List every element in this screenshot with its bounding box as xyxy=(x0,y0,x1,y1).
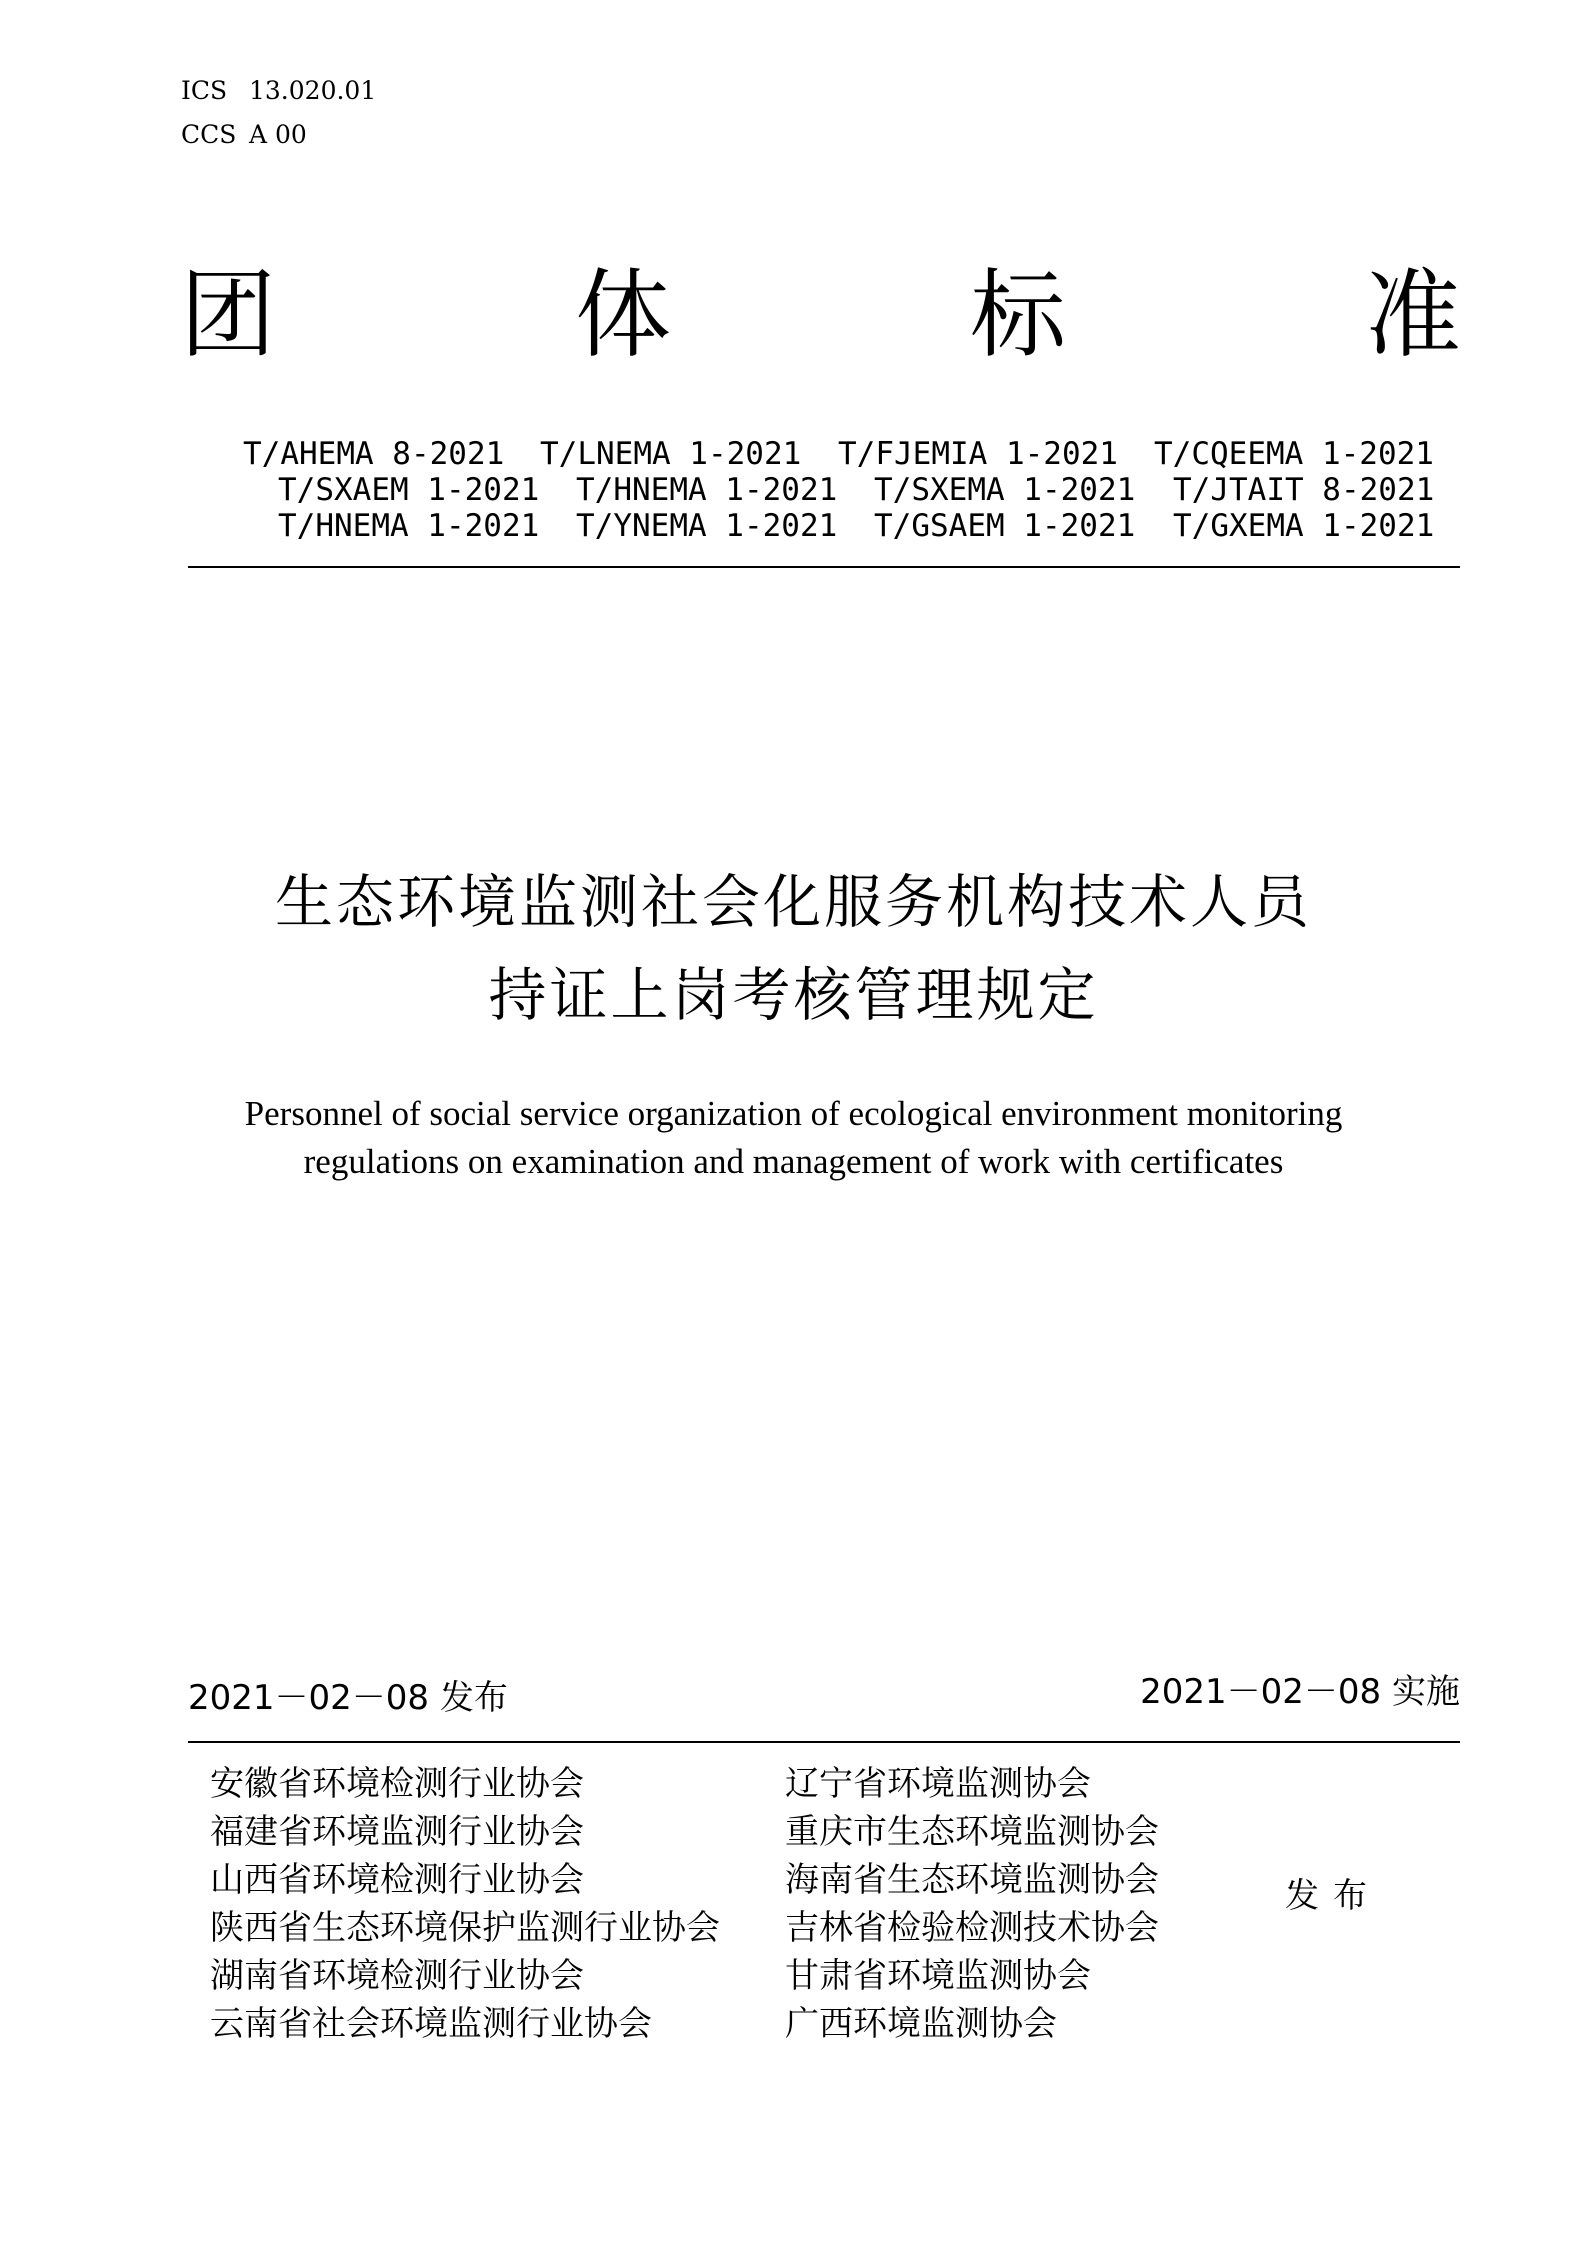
standard-code: T/FJEMIA 1-2021 xyxy=(838,436,1118,472)
implement-date: 2021－02－08 实施 xyxy=(1140,1672,1460,1712)
publisher-org: 安徽省环境检测行业协会 xyxy=(210,1764,584,1804)
standard-code: T/HNEMA 1-2021 xyxy=(576,472,838,508)
standard-codes-row xyxy=(188,436,1434,472)
publisher-org: 辽宁省环境监测协会 xyxy=(785,1764,1091,1804)
publisher-org: 吉林省检验检测技术协会 xyxy=(785,1908,1159,1948)
publisher-org: 重庆市生态环境监测协会 xyxy=(785,1812,1159,1852)
standard-code: T/HNEMA 1-2021 xyxy=(278,508,540,544)
ccs-value: A 00 xyxy=(249,120,307,149)
standard-type-char: 标 xyxy=(970,259,1066,371)
publisher-org: 甘肃省环境监测协会 xyxy=(785,1956,1091,1996)
standard-code: T/SXAEM 1-2021 xyxy=(278,472,540,508)
publisher-org: 陕西省生态环境保护监测行业协会 xyxy=(210,1908,720,1948)
publisher-org: 湖南省环境检测行业协会 xyxy=(210,1956,584,1996)
publisher-org: 广西环境监测协会 xyxy=(785,2004,1057,2044)
title-en-line1: Personnel of social service organization of ecological environment monitoring xyxy=(244,1094,1343,1133)
ics-value: 13.020.01 xyxy=(249,76,377,105)
publishers-left-column xyxy=(210,1760,720,2048)
standard-code: T/CQEEMA 1-2021 xyxy=(1154,436,1434,472)
standard-code: T/SXEMA 1-2021 xyxy=(874,472,1136,508)
standard-code: T/YNEMA 1-2021 xyxy=(576,508,838,544)
standard-code: T/LNEMA 1-2021 xyxy=(540,436,802,472)
standard-type-char: 准 xyxy=(1365,259,1461,371)
publisher-org: 福建省环境监测行业协会 xyxy=(210,1812,584,1852)
title-cn-line1: 生态环境监测社会化服务机构技术人员 xyxy=(274,868,1312,936)
ccs-classification xyxy=(181,120,307,150)
standard-codes-row xyxy=(188,472,1435,508)
title-en-line2: regulations on examination and management of work with certificates xyxy=(303,1142,1284,1181)
standard-code: T/GSAEM 1-2021 xyxy=(874,508,1136,544)
standard-codes-row xyxy=(188,508,1435,544)
ics-classification xyxy=(181,76,376,106)
standard-type-title xyxy=(180,260,1460,370)
standard-code: T/AHEMA 8-2021 xyxy=(243,436,505,472)
standard-code: T/JTAIT 8-2021 xyxy=(1173,472,1435,508)
publish-label: 发布 xyxy=(1285,1876,1381,1916)
standard-type-char: 体 xyxy=(575,259,671,371)
ccs-label: CCS xyxy=(181,120,237,149)
standard-type-char: 团 xyxy=(180,259,276,371)
standard-code: T/GXEMA 1-2021 xyxy=(1173,508,1435,544)
title-cn-line2: 持证上岗考核管理规定 xyxy=(488,961,1099,1029)
publisher-org: 山西省环境检测行业协会 xyxy=(210,1860,584,1900)
ics-label: ICS xyxy=(181,76,228,105)
top-divider xyxy=(188,566,1460,568)
publisher-org: 海南省生态环境监测协会 xyxy=(785,1860,1159,1900)
publisher-org: 云南省社会环境监测行业协会 xyxy=(210,2004,652,2044)
publish-date: 2021－02－08 发布 xyxy=(188,1678,508,1718)
bottom-divider xyxy=(188,1741,1460,1743)
publishers-right-column xyxy=(785,1760,1159,2048)
